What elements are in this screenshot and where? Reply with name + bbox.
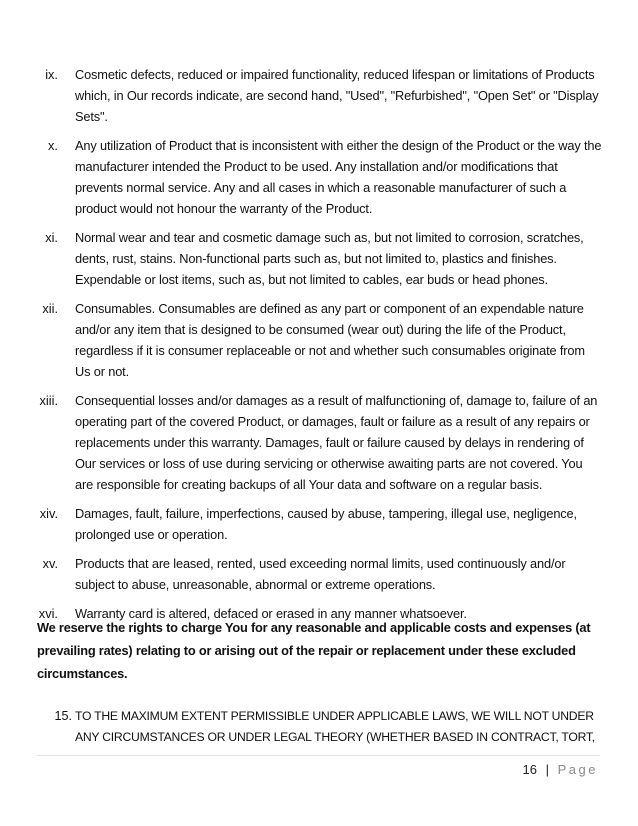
list-item-text: Warranty card is altered, defaced or erased in any manner whatsoever. (75, 606, 467, 621)
list-item-text: Cosmetic defects, reduced or impaired functionality, reduced lifespan or limitations of Products which, in Our records indicate, are second hand, "Used", "Refurbished", "Open Set" or "Display Sets". (75, 67, 599, 124)
footer-divider (37, 755, 600, 756)
charges-notice: We reserve the rights to charge You for any reasonable and applicable costs and expenses (at prevailing rates) relating to or arising out of the repair or replacement under these excluded circumstances. (37, 620, 591, 681)
list-item-xii (0, 298, 638, 382)
page-label: Page (557, 762, 598, 777)
list-item-number: xi. (45, 230, 58, 245)
list-item-number: ix. (45, 67, 58, 82)
page-number: 16 (522, 762, 537, 777)
list-item-text: Products that are leased, rented, used exceeding normal limits, used continuously and/or subject to abuse, unreasonable, abnormal or extreme operations. (75, 556, 566, 592)
list-item-text: TO THE MAXIMUM EXTENT PERMISSIBLE UNDER APPLICABLE LAWS, WE WILL NOT UNDER ANY CIRCUMSTANCES OR UNDER LEGAL THEORY (WHETHER BASED IN CONTRACT, TORT, (75, 709, 595, 744)
list-item-number: xv. (42, 556, 58, 571)
list-item-15 (0, 706, 638, 748)
list-item-text: Any utilization of Product that is inconsistent with either the design of the Product or the way the manufacturer intended the Product to be used. Any installation and/or modifications that prevents normal service. Any and all cases in which a reasonable manufacturer of such a product would not honour the warranty of the Product. (75, 138, 602, 216)
list-item-text: Consequential losses and/or damages as a result of malfunctioning of, damage to, failure of an operating part of the covered Product, or damages, fault or failure as a result of any repairs or replacements under this warranty. Damages, fault or failure caused by delays in rendering of Our services or loss of use during servicing or otherwise awaiting parts are not covered. You are responsible for creating backups of all Your data and software on a regular basis. (75, 393, 598, 492)
list-item-number: xiii. (39, 393, 58, 408)
list-item-text: Consumables. Consumables are defined as any part or component of an expendable nature and/or any item that is designed to be consumed (wear out) during the life of the Product, regardless if it is consumer replaceable or not and whether such consumables originate from Us or not. (75, 301, 585, 379)
list-item-xiv (0, 503, 638, 545)
list-item-number: x. (48, 138, 58, 153)
page-footer (523, 761, 598, 779)
list-item-number: 15. (54, 709, 72, 723)
list-item-number: xii. (42, 301, 58, 316)
list-item-text: Damages, fault, failure, imperfections, caused by abuse, tampering, illegal use, negligence, prolonged use or operation. (75, 506, 577, 542)
footer-separator: | (545, 762, 549, 777)
list-item-ix (0, 64, 638, 127)
list-item-xv (0, 553, 638, 595)
list-item-number: xvi. (38, 606, 58, 621)
list-item-x (0, 135, 638, 219)
exclusions-list (0, 64, 638, 632)
list-item-text: Normal wear and tear and cosmetic damage such as, but not limited to corrosion, scratches, dents, rust, stains. Non-functional parts such as, but not limited to, plastics and finishes. Expendable or lost items, such as, but not limited to cables, ear buds or head phones. (75, 230, 584, 287)
list-item-xiii (0, 390, 638, 495)
list-item-xi (0, 227, 638, 290)
list-item-number: xiv. (39, 506, 58, 521)
